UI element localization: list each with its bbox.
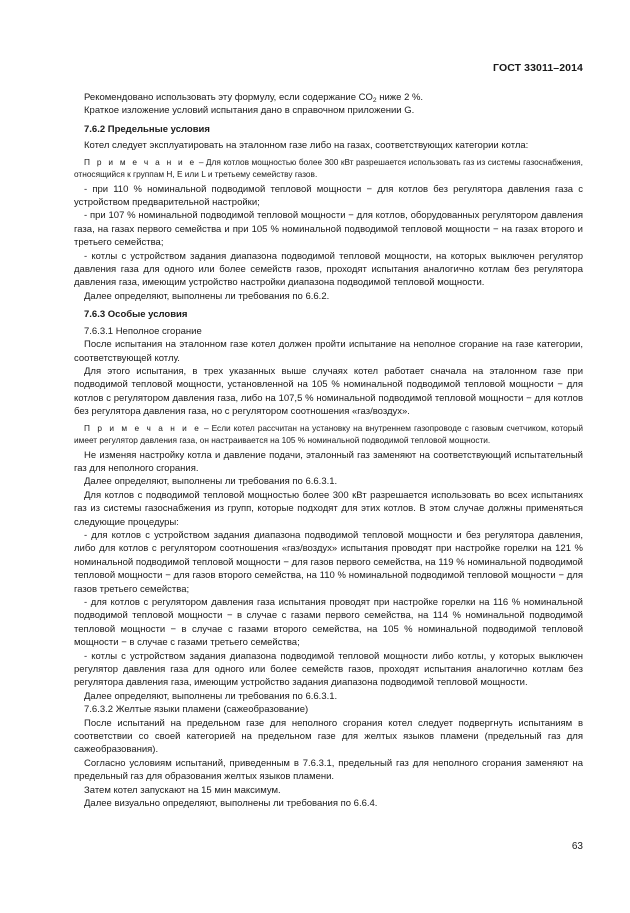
page-content [74, 91, 583, 811]
intro-text-end: ниже 2 %. [376, 92, 424, 103]
paragraph: Далее определяют, выполнены ли требования по 6.6.3.1. [84, 476, 338, 488]
list-item: - котлы с устройством задания диапазона подводимой тепловой мощности, на которых выключен регулятор давления газа для одного или более семейств газов, проходят испытания аналогично котлам без регулятора давления газа, имеющим устройство настройки диапазона подводимой тепловой мощности. [74, 250, 583, 289]
intro-text: Рекомендовано использовать эту формулу, если содержание CO [84, 92, 373, 103]
section-762-paragraph: Котел следует эксплуатировать на эталонном газе либо на газах, соответствующих категории котла: [84, 140, 529, 152]
section-762-heading: 7.6.2 Предельные условия [84, 123, 210, 135]
section-763-heading: 7.6.3 Особые условия [84, 309, 188, 321]
note-label: П р и м е ч а н и е [84, 422, 202, 433]
subsection-7632-heading: 7.6.3.2 Желтые языки пламени (сажеобразование) [84, 704, 309, 716]
page-number: 63 [571, 841, 583, 852]
note-label: П р и м е ч а н и е [84, 156, 197, 167]
list-item: - котлы с устройством задания диапазона подводимой тепловой мощности либо котлы, у которых выключен регулятор давления газа для одного или более семейств газов, проходят испытания аналогично котлам без регулятора давления газа, имеющим устройство задания диапазона подводимой тепловой мощности. [74, 650, 583, 689]
intro-paragraph-1 [74, 91, 583, 104]
paragraph: Для котлов с подводимой тепловой мощностью более 300 кВт разрешается использовать во всех испытаниях газ из системы газоснабжения из групп, которые подходят для этих котлов. В этом случае должны применяться следующие процедуры: [74, 489, 583, 528]
section-762-note [74, 156, 583, 180]
section-763-note [74, 422, 583, 446]
paragraph: Далее определяют, выполнены ли требования по 6.6.3.1. [84, 690, 338, 702]
list-item: - для котлов с регулятором давления газа испытания проводят при настройке горелки на 116 % номинальной подводимой тепловой мощности − в случае с газами первого семейства, на 114 % номинальной подводимой тепловой мощности − в случае с газами второго семейства, на 105 % номинальной подводимой тепловой мощности − в случае с газами третьего семейства; [74, 597, 583, 649]
paragraph: Не изменяя настройку котла и давление подачи, эталонный газ заменяют на соответствующий испытательный газ для неполного сгорания. [74, 449, 583, 474]
note-text: – Если котел рассчитан на установку на внутреннем газопроводе с газовым счетчиком, который имеет регулятор давления газа, он настраивается на 105 % номинальной подводимой тепловой мощности. [74, 422, 583, 445]
document-code: ГОСТ 33011–2014 [493, 62, 583, 74]
list-item: - при 110 % номинальной подводимой тепловой мощности − для котлов без регулятора давления газа с устройством предварительной настройки; [74, 183, 583, 209]
intro-paragraph-2: Краткое изложение условий испытания дано в справочном приложении G. [84, 105, 415, 117]
paragraph: Согласно условиям испытаний, приведенным в 7.6.3.1, предельный газ для неполного сгорания заменяют на предельный газ для образования желтых языков пламени. [74, 757, 583, 783]
list-item: - при 107 % номинальной подводимой тепловой мощности − для котлов, оборудованных регулятором давления газа, на газах первого семейства и при 105 % номинальной подводимой тепловой мощности − на газах второго и третьего семейства; [74, 210, 583, 249]
paragraph: После испытаний на предельном газе для неполного сгорания котел следует подвергнуть испытаниям в соответствии со своей категорией на предельном газе для желтых языков пламени (предельный газ для сажеобразования). [74, 717, 583, 756]
list-item: - для котлов с устройством задания диапазона подводимой тепловой мощности и без регулятора давления, либо для котлов с регулятором соотношения «газ/воздух» испытания проводят при настройке горелки на 121 % номинальной подводимой тепловой мощности − для газов первого семейства, на 119 % номинальной подводимой тепловой мощности − для газов второго семейства, на 110 % номинальной подводимой тепловой мощности − для газов третьего семейства; [74, 529, 583, 595]
subsection-7631-heading: 7.6.3.1 Неполное сгорание [84, 325, 202, 337]
paragraph: Затем котел запускают на 15 мин максимум. [84, 784, 281, 796]
paragraph: Для этого испытания, в трех указанных выше случаях котел работает сначала на эталонном газе при подводимой тепловой мощности, установленной на 105 % номинальной подводимой тепловой мощности − для котлов с регулятором давления газа, либо на 107,5 % номинальной подводимой тепловой мощности − для котлов без регулятора давления газа, но с регулятором соотношения «газ/воздух». [74, 365, 583, 418]
section-762-conclusion: Далее определяют, выполнены ли требования по 6.6.2. [84, 290, 330, 302]
paragraph: После испытания на эталонном газе котел должен пройти испытание на неполное сгорание на газе категории, соответствующей котлу. [74, 339, 583, 364]
note-text: – Для котлов мощностью более 300 кВт разрешается использовать газ из системы газоснабжения, относящийся к группам H, E или L и третьему семейству газов. [74, 156, 583, 179]
paragraph: Далее визуально определяют, выполнены ли требования по 6.6.4. [84, 798, 378, 810]
subscript: 2 [372, 97, 377, 104]
